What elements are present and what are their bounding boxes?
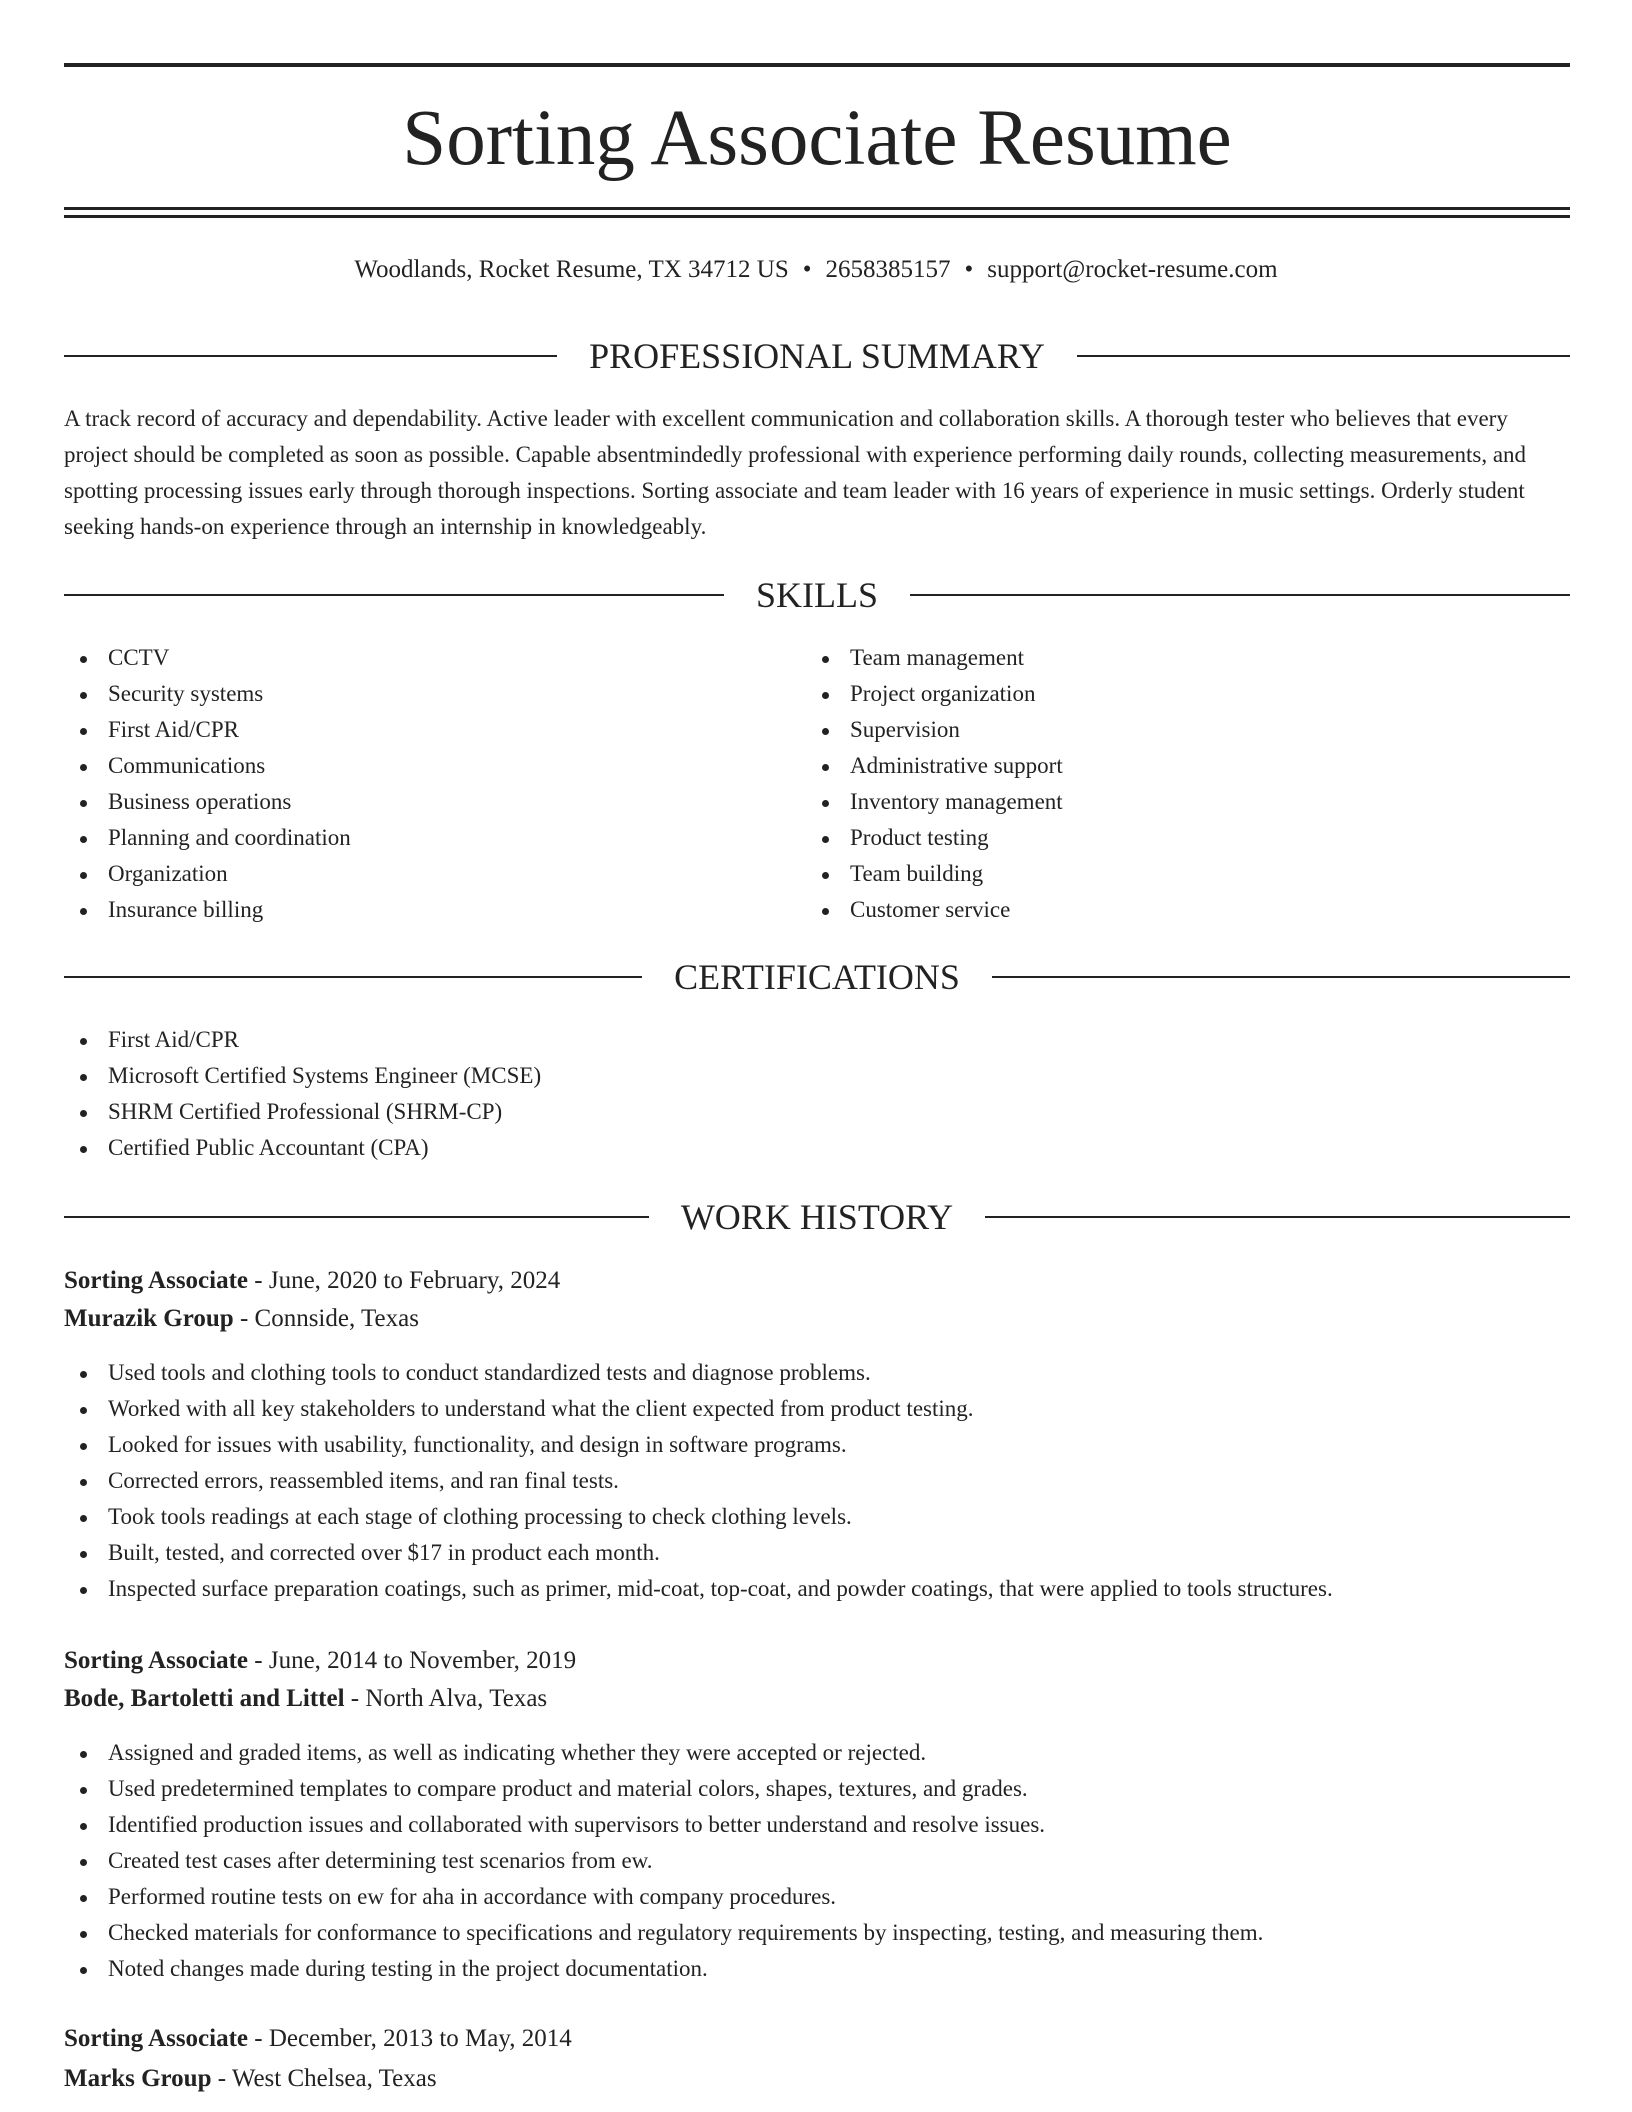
job-company: Marks Group: [64, 2065, 212, 2092]
job-dates: - June, 2014 to November, 2019: [248, 1647, 577, 1674]
job-role: Sorting Associate: [64, 1647, 249, 1674]
job-duty-item: Used tools and clothing tools to conduct standardized tests and diagnose problems.: [64, 1355, 1570, 1391]
certifications-heading: [64, 955, 1570, 999]
job-duty-item: Created test cases after determining test scenarios from ew.: [64, 1843, 1570, 1879]
job-duty-item: Looked for issues with usability, functionality, and design in software programs.: [64, 1427, 1570, 1463]
job-title-line: [64, 1262, 1570, 1300]
job-company: Murazik Group: [64, 1305, 234, 1332]
job-title-line: [64, 2020, 1570, 2058]
job-company: Bode, Bartoletti and Littel: [64, 1685, 345, 1712]
job-duty-item: Used predetermined templates to compare product and material colors, shapes, textures, and grades.: [64, 1771, 1570, 1807]
title-bottom-rule-2: [64, 215, 1570, 218]
job-location: - North Alva, Texas: [344, 1685, 548, 1712]
job-dates: - December, 2013 to May, 2014: [248, 2025, 572, 2052]
skills-heading: [64, 573, 1570, 617]
skill-item: Team building: [806, 856, 1566, 892]
skills-list-left: [64, 640, 764, 928]
heading-rule-left: [64, 976, 642, 978]
skill-item: Insurance billing: [64, 892, 764, 928]
skill-item: Security systems: [64, 676, 764, 712]
heading-rule-right: [1077, 355, 1570, 357]
job-title-line: [64, 1642, 1570, 1680]
skill-item: CCTV: [64, 640, 764, 676]
job-company-line: [64, 1680, 1570, 1718]
certification-item: Certified Public Accountant (CPA): [64, 1130, 1564, 1166]
skill-item: Business operations: [64, 784, 764, 820]
heading-rule-right: [985, 1216, 1570, 1218]
job-role: Sorting Associate: [64, 2025, 249, 2052]
job-duty-item: Took tools readings at each stage of clothing processing to check clothing levels.: [64, 1499, 1570, 1535]
skill-item: Supervision: [806, 712, 1566, 748]
job-duty-item: Inspected surface preparation coatings, such as primer, mid-coat, top-coat, and powder coatings, that were applied to tools structures.: [64, 1571, 1570, 1607]
job-duty-item: Worked with all key stakeholders to understand what the client expected from product testing.: [64, 1391, 1570, 1427]
job-company-line: [64, 2060, 1570, 2098]
skill-item: Inventory management: [806, 784, 1566, 820]
job-location: - Connside, Texas: [233, 1305, 419, 1332]
skill-item: Project organization: [806, 676, 1566, 712]
work-history-heading: [64, 1195, 1570, 1239]
skill-item: Communications: [64, 748, 764, 784]
page-title: Sorting Associate Resume: [402, 95, 1232, 182]
contact-separator: •: [802, 256, 812, 283]
skill-item: First Aid/CPR: [64, 712, 764, 748]
certifications-heading-label: CERTIFICATIONS: [674, 957, 960, 997]
job-duty-item: Corrected errors, reassembled items, and ran final tests.: [64, 1463, 1570, 1499]
certification-item: First Aid/CPR: [64, 1022, 1564, 1058]
title-bottom-rule-1: [64, 207, 1570, 210]
contact-separator: •: [964, 256, 974, 283]
skills-heading-label: SKILLS: [756, 575, 879, 615]
job-dates: - June, 2020 to February, 2024: [248, 1267, 561, 1294]
certification-item: Microsoft Certified Systems Engineer (MCSE): [64, 1058, 1564, 1094]
job-duties-list: [64, 1735, 1570, 1987]
contact-email: support@rocket-resume.com: [987, 256, 1278, 283]
contact-phone: 2658385157: [825, 256, 951, 283]
job-role: Sorting Associate: [64, 1267, 249, 1294]
heading-rule-left: [64, 594, 724, 596]
summary-heading: [64, 334, 1570, 378]
heading-rule-left: [64, 1216, 649, 1218]
heading-rule-right: [910, 594, 1570, 596]
job-company-line: [64, 1300, 1570, 1338]
certifications-list: [64, 1022, 1564, 1166]
skill-item: Product testing: [806, 820, 1566, 856]
summary-heading-label: PROFESSIONAL SUMMARY: [589, 336, 1045, 376]
job-duty-item: Built, tested, and corrected over $17 in product each month.: [64, 1535, 1570, 1571]
title-top-rule: [64, 63, 1570, 67]
job-duty-item: Checked materials for conformance to specifications and regulatory requirements by inspecting, testing, and measuring them.: [64, 1915, 1570, 1951]
contact-address: Woodlands, Rocket Resume, TX 34712 US: [354, 256, 789, 283]
summary-text: A track record of accuracy and dependability. Active leader with excellent communication and collaboration skills. A thorough tester who believes that every project should be completed as soon as possible. Capable absentmindedly professional with experience performing daily rounds, collecting measurements, and spotting processing issues early through thorough inspections. Sorting associate and team leader with 16 years of experience in music settings. Orderly student seeking hands-on experience through an internship in knowledgeably.: [64, 406, 1527, 539]
skill-item: Organization: [64, 856, 764, 892]
job-duties-list: [64, 1355, 1570, 1607]
skills-list-right: [806, 640, 1566, 928]
certification-item: SHRM Certified Professional (SHRM-CP): [64, 1094, 1564, 1130]
contact-line: [0, 254, 1632, 286]
job-duty-item: Identified production issues and collaborated with supervisors to better understand and resolve issues.: [64, 1807, 1570, 1843]
job-duty-item: Performed routine tests on ew for aha in accordance with company procedures.: [64, 1879, 1570, 1915]
skill-item: Team management: [806, 640, 1566, 676]
job-location: - West Chelsea, Texas: [211, 2065, 437, 2092]
skill-item: Administrative support: [806, 748, 1566, 784]
work-history-heading-label: WORK HISTORY: [680, 1197, 954, 1237]
heading-rule-left: [64, 355, 557, 357]
heading-rule-right: [992, 976, 1570, 978]
job-duty-item: Assigned and graded items, as well as indicating whether they were accepted or rejected.: [64, 1735, 1570, 1771]
job-duty-item: Noted changes made during testing in the project documentation.: [64, 1951, 1570, 1987]
skill-item: Customer service: [806, 892, 1566, 928]
skill-item: Planning and coordination: [64, 820, 764, 856]
